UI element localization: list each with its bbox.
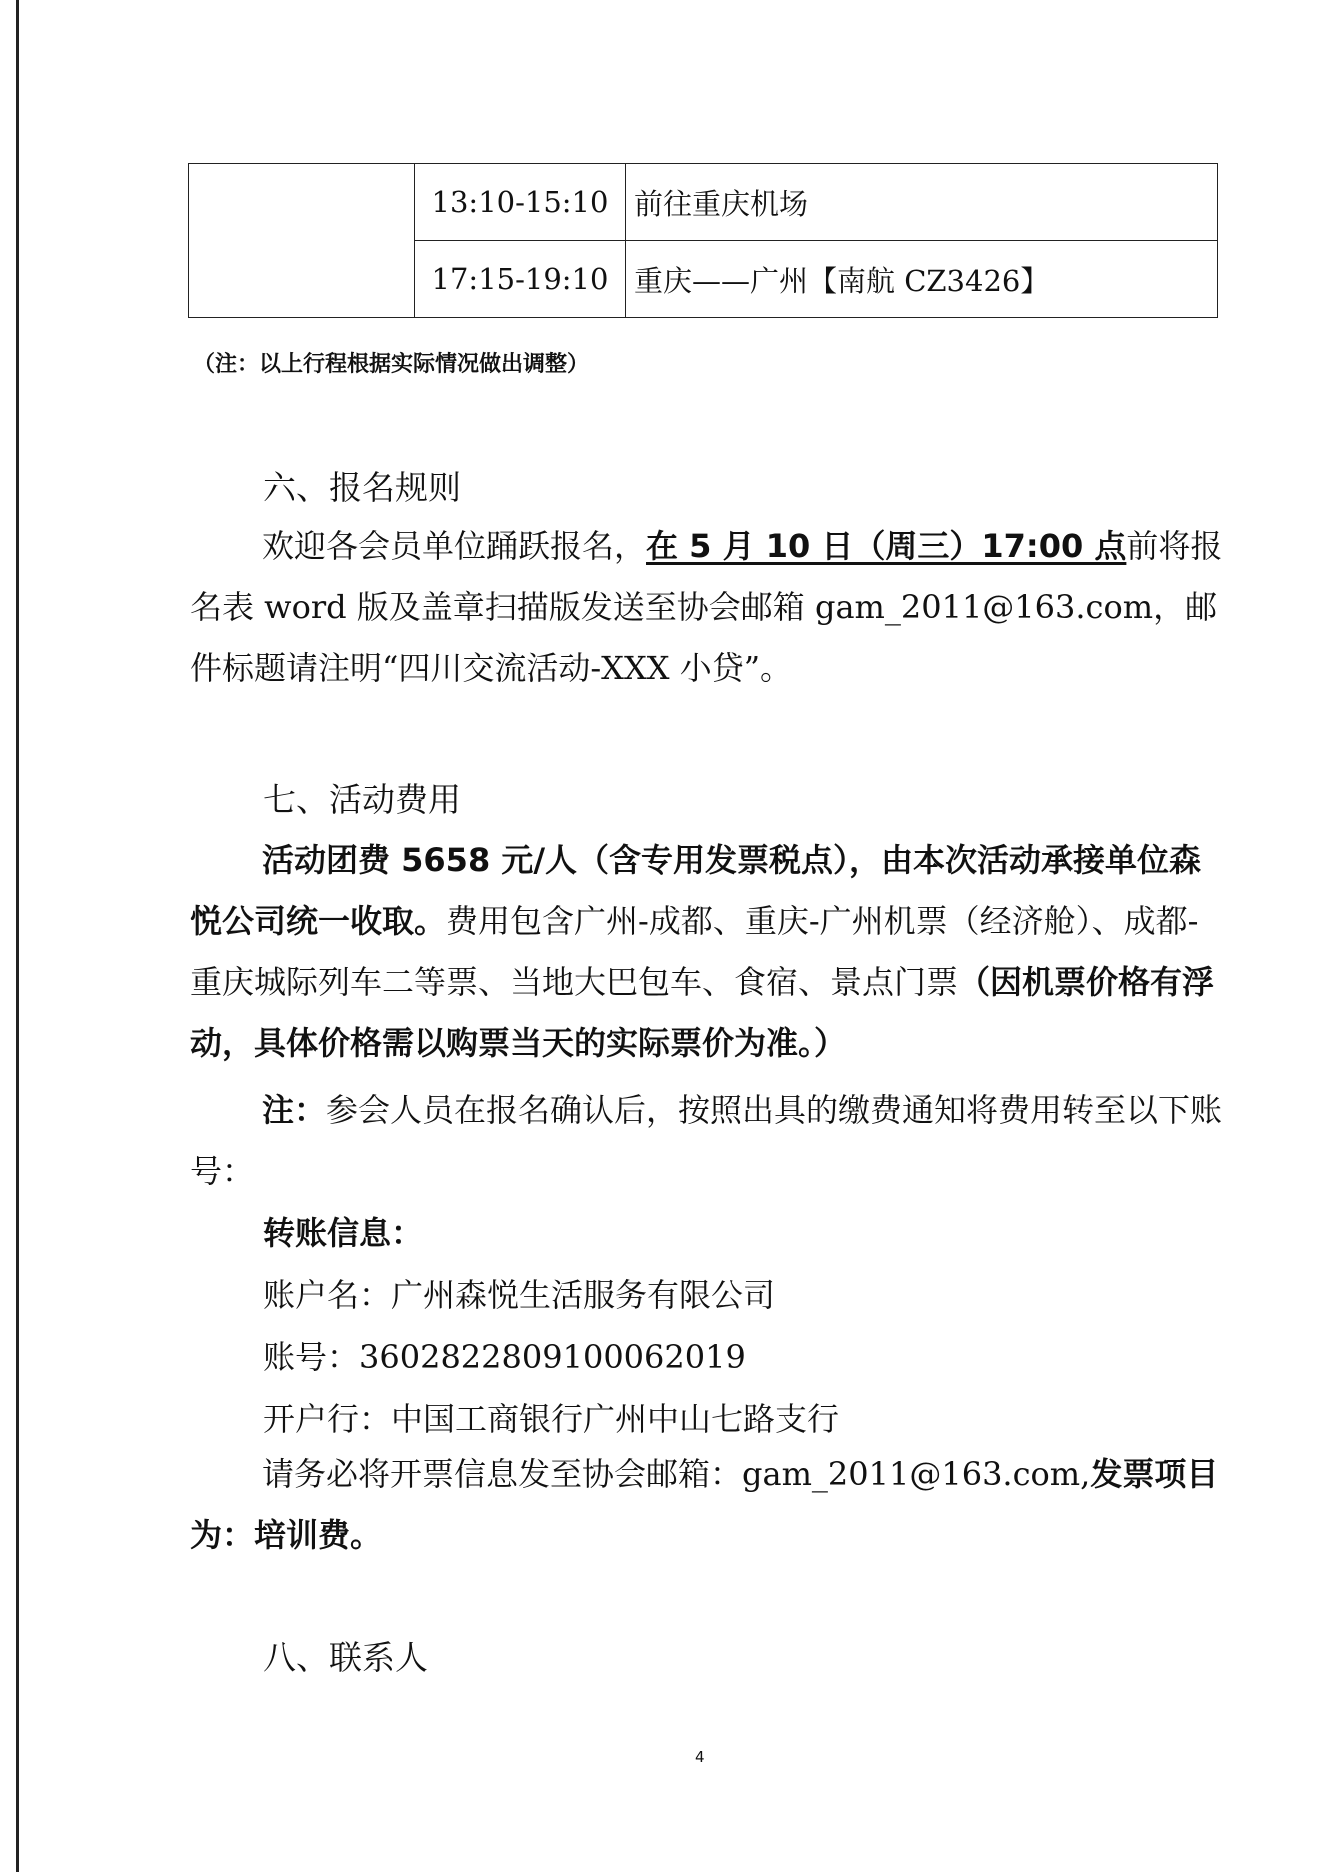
invoice-text: 请务必将开票信息发至协会邮箱：gam_2011@163.com,发票项目为：培训费。 (190, 1455, 1219, 1554)
activity-cell: 前往重庆机场 (626, 164, 1218, 241)
time-cell: 13:10-15:10 (415, 164, 626, 241)
fees-text: 活动团费 5658 元/人（含专用发票税点），由本次活动承接单位森悦公司统一收取。费用包含广州-成都、重庆-广州机票（经济舱）、成都-重庆城际列车二等票、当地大巴包车、食宿、景点门票（因机票价格有浮动，具体价格需以购票当天的实际票价为准。） (190, 841, 1215, 1062)
invoice-paragraph (190, 1444, 1230, 1566)
itinerary-note: （注：以上行程根据实际情况做出调整） (193, 352, 590, 377)
registration-text: 欢迎各会员单位踊跃报名，在 5 月 10 日（周三）17:00 点前将报名表 word 版及盖章扫描版发送至协会邮箱 gam_2011@163.com，邮件标题请注明“四川交流活动-XXX 小贷”。 (190, 527, 1223, 687)
page-number: 4 (695, 1748, 705, 1766)
account-name: 账户名：广州森悦生活服务有限公司 (263, 1276, 776, 1314)
registration-paragraph (190, 516, 1230, 699)
transfer-info-heading: 转账信息： (263, 1214, 424, 1252)
scan-edge (16, 0, 19, 1872)
section-heading-fees: 七、活动费用 (263, 780, 461, 819)
fee-price-note: （因机票价格有浮动，具体价格需以购票当天的实际票价为准。） (190, 963, 1215, 1062)
fees-paragraph (190, 830, 1230, 1074)
section-heading-registration: 六、报名规则 (263, 468, 461, 507)
registration-deadline: 在 5 月 10 日（周三）17:00 点 (646, 527, 1127, 565)
section-heading-contact: 八、联系人 (263, 1638, 428, 1677)
bank-name: 开户行：中国工商银行广州中山七路支行 (263, 1400, 840, 1438)
table-row (189, 164, 1218, 241)
payment-note-paragraph (190, 1080, 1230, 1202)
day-cell (189, 164, 415, 318)
payment-note-text: 注：参会人员在报名确认后，按照出具的缴费通知将费用转至以下账号： (190, 1091, 1223, 1190)
account-number: 账号：3602822809100062019 (263, 1338, 746, 1376)
invoice-item: 发票项目为：培训费。 (190, 1455, 1219, 1554)
activity-cell: 重庆——广州【南航 CZ3426】 (626, 241, 1218, 318)
time-cell: 17:15-19:10 (415, 241, 626, 318)
fee-amount: 活动团费 5658 元/人（含专用发票税点），由本次活动承接单位森悦公司统一收取。 (190, 841, 1202, 940)
itinerary-table (188, 163, 1218, 318)
